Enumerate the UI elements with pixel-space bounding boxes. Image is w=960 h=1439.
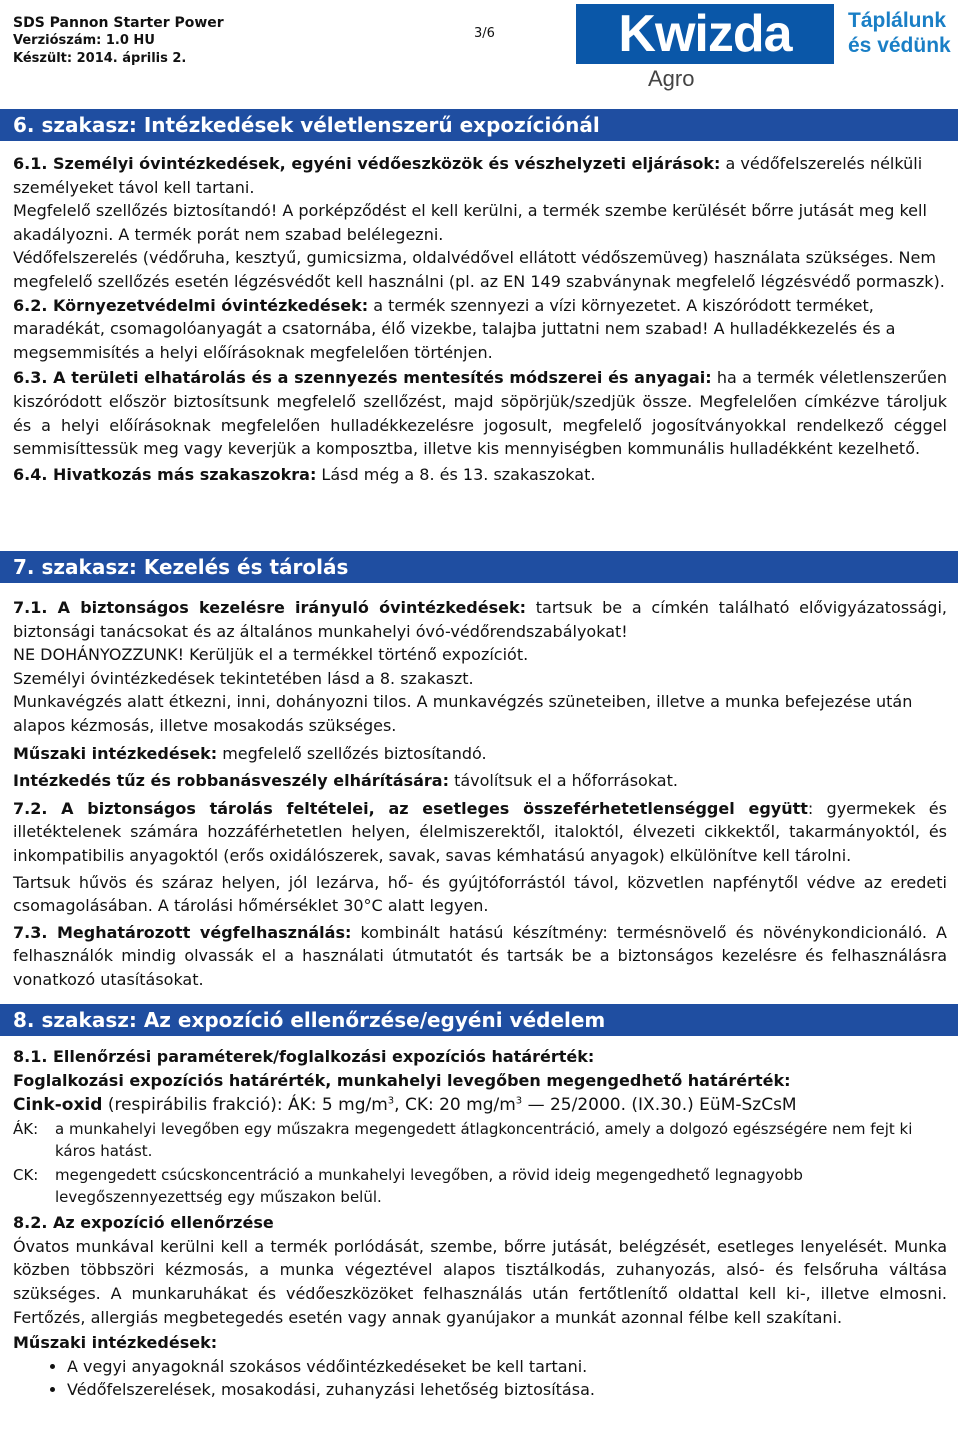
- zinc-oxide-label: Cink-oxid: [13, 1095, 103, 1116]
- paragraph-exposure-control: Óvatos munkával kerülni kell a termék porlódását, szembe, bőrre jutását, belégzését, esetleges lenyelését. Munka közben többszöri kézmosás, a munka végeztével alapos tisztálkodás, zuhanyozás, alsó- és felsőruha váltása szükséges. A munkaruhákat és védőeszközöket felhasználás után fertőtlenítő oldattal kell ki-, illetve elmosni. Fertőzés, allergiás megbetegedés esetén vagy annak gyanújakor a munkát azonnal félbe kell szakítani.: [13, 1236, 947, 1327]
- logo-tagline: [848, 8, 951, 58]
- text-6-4: Lásd még a 8. és 13. szakaszokat.: [316, 464, 596, 484]
- paragraph-storage: Tartsuk hűvös és száraz helyen, jól lezárva, hő- és gyújtóforrástól távol, közvetlen napfénytől védve az eredeti csomagolásában. A tárolási hőmérséklet 30°C alatt legyen.: [13, 872, 947, 916]
- heading-7-1: 7.1. A biztonságos kezelésre irányuló óvintézkedések:: [13, 598, 527, 617]
- heading-8-2: 8.2. Az expozíció ellenőrzése: [13, 1213, 274, 1233]
- heading-8-1: 8.1. Ellenőrzési paraméterek/foglalkozási expozíciós határérték:: [13, 1047, 595, 1066]
- definition-ck: [13, 1164, 947, 1208]
- text-7-2: : gyermekek és illetéktelenek számára hozzáférhetetlen helyen, élelmiszerektől, italoktól, élvezeti cikkektől, takarmányoktól, és inkompatibilis anyagoktól (erős oxidálószerek, savak, savas kémhatású anyagok) elkülönítve kell tárolni.: [13, 798, 947, 865]
- paragraph-6-4: [13, 463, 947, 487]
- superscript-2: 3: [515, 1095, 523, 1107]
- text-6-1: a védőfelszerelés nélküli személyeket távol kell tartani.: [13, 154, 923, 197]
- heading-7-2: 7.2. A biztonságos tárolás feltételei, az esetleges összeférhetetlenséggel együtt: [13, 798, 808, 818]
- section-6-title: 6. szakasz: Intézkedések véletlenszerű expozíciónál: [0, 109, 958, 141]
- heading-6-1: 6.1. Személyi óvintézkedések, egyéni védőeszközök és vészhelyzeti eljárások:: [13, 154, 721, 173]
- text-7-3: kombinált hatású készítmény: termésnövelő és növénykondicionáló. A felhasználók mindig olvassák el a használati útmutatót és tartsák be a biztonságos kezelésre és felhasználásra vonatkozó utasításokat.: [13, 922, 947, 989]
- paragraph-6-3: [13, 366, 947, 460]
- logo-subtitle: Agro: [648, 66, 695, 91]
- heading-fire-prevention: Intézkedés tűz és robbanásveszély elhárítására:: [13, 771, 449, 791]
- paragraph-7-3: [13, 921, 947, 992]
- text-6-2: a termék szennyezi a vízi környezetet. A kiszóródott terméket, maradékát, csomagolóanyagát a csatornába, élő vizekbe, talajba juttatni nem szabad! A hulladékkezelés és a megsemmisítés a helyi előírásoknak megfelelően történjen.: [13, 295, 896, 362]
- list-item: • A vegyi anyagoknál szokásos védőintézkedéseket be kell tartani.: [67, 1355, 947, 1379]
- paragraph-fire-prevention: [13, 769, 947, 793]
- tagline-line-1: Táplálunk: [848, 9, 947, 32]
- heading-exposure-limit: Foglalkozási expozíciós határérték, munkahelyi levegőben megengedhető határérték:: [13, 1070, 791, 1090]
- heading-technical-measures-8: Műszaki intézkedések:: [13, 1333, 218, 1353]
- section-8-title: 8. szakasz: Az expozíció ellenőrzése/egyéni védelem: [0, 1004, 958, 1036]
- text-6-3: ha a termék véletlenszerűen kiszóródott először biztosítsunk megfelelő szellőzést, majd söpörjük/szedjük össze. Megfelelően címkézve tároljuk és a helyi előírásoknak megfelelően hulladékkezelésre jogosult, megfelelő jogosítványokkal rendelkező céggel semmisíttessük meg vagy keverjük a komposztba, illetve kis mennyiségben kommunális hulladékként kezelhető.: [13, 368, 948, 459]
- section-7-content: [13, 596, 947, 992]
- definition-ck-label: CK:: [13, 1166, 39, 1185]
- definition-ak: [13, 1118, 947, 1162]
- paragraph-6-2: [13, 294, 947, 365]
- definition-ck-text: megengedett csúcskoncentráció a munkahelyi levegőben, a rövid ideig megengedhető legnagyobb levegőszennyezettség egy műszakon belül.: [55, 1166, 803, 1207]
- section-7-title: 7. szakasz: Kezelés és tárolás: [0, 551, 958, 583]
- product-name: SDS Pannon Starter Power: [13, 15, 224, 31]
- text-technical-measures: megfelelő szellőzés biztosítandó.: [217, 743, 487, 763]
- paragraph-6-1: [13, 152, 947, 199]
- technical-measures-list: [13, 1355, 947, 1402]
- heading-6-3: 6.3. A területi elhatárolás és a szennyezés mentesítés módszerei és anyagai:: [13, 368, 712, 388]
- paragraph-protective-gear: Védőfelszerelés (védőruha, kesztyű, gumicsizma, oldalvédővel ellátott védőszemüveg) használata szükséges. Nem megfelelő szellőzés esetén légzésvédőt kell használni (pl. az EN 149 szabványnak megfelelő légzésvédő pormaszk).: [13, 248, 945, 291]
- created-date: Készült: 2014. április 2.: [13, 51, 187, 66]
- kwizda-logo: Kwizda: [576, 4, 834, 64]
- paragraph-ventilation: Megfelelő szellőzés biztosítandó! A porképződést el kell kerülni, a termék szembe kerülését bőrre jutását meg kell akadályozni. A termék porát nem szabad belélegezni.: [13, 201, 927, 244]
- heading-6-4: 6.4. Hivatkozás más szakaszokra:: [13, 464, 317, 484]
- zinc-oxide-ck: , CK: 20 mg/m: [394, 1095, 516, 1116]
- zinc-oxide-regulation: — 25/2000. (IX.30.) EüM-SzCsM: [522, 1095, 797, 1116]
- page-number: 3/6: [474, 26, 495, 41]
- page-header: [0, 0, 960, 100]
- paragraph-no-smoking: NE DOHÁNYOZZUNK! Kerüljük el a termékkel történő expozíciót.: [13, 645, 529, 665]
- paragraph-7-1: [13, 596, 947, 643]
- tagline-line-2: és védünk: [848, 34, 951, 57]
- heading-7-3: 7.3. Meghatározott végfelhasználás:: [13, 922, 352, 942]
- paragraph-work-hygiene: Munkavégzés alatt étkezni, inni, dohányozni tilos. A munkavégzés szüneteiben, illetve a munka befejezése után alapos kézmosás, illetve mosakodás szükséges.: [13, 692, 913, 735]
- version-number: Verziószám: 1.0 HU: [13, 33, 155, 48]
- zinc-oxide-limits: [13, 1092, 947, 1118]
- paragraph-personal-measures: Személyi óvintézkedések tekintetében lásd a 8. szakaszt.: [13, 668, 474, 688]
- definition-ak-text: a munkahelyi levegőben egy műszakra megengedett átlagkoncentráció, amely a dolgozó egészségére nem fejt ki káros hatást.: [55, 1120, 913, 1161]
- list-item: • Védőfelszerelések, mosakodási, zuhanyzási lehetőség biztosítása.: [67, 1378, 947, 1402]
- heading-6-2: 6.2. Környezetvédelmi óvintézkedések:: [13, 295, 369, 315]
- text-fire-prevention: távolítsuk el a hőforrásokat.: [448, 771, 678, 791]
- paragraph-technical-measures: [13, 742, 947, 766]
- section-8-content: [13, 1045, 947, 1402]
- text-7-1: tartsuk be a címkén található elővigyázatossági, biztonsági tanácsokat és az általános munkahelyi óvó-védőrendszabályokat!: [13, 598, 947, 641]
- header-info: [13, 14, 224, 68]
- section-6-content: [13, 152, 947, 486]
- zinc-oxide-ak: (respirábilis frakció): ÁK: 5 mg/m: [102, 1095, 388, 1116]
- paragraph-7-2: [13, 797, 947, 868]
- superscript-1: 3: [387, 1095, 395, 1107]
- definition-ak-label: ÁK:: [13, 1120, 39, 1139]
- heading-technical-measures: Műszaki intézkedések:: [13, 743, 218, 763]
